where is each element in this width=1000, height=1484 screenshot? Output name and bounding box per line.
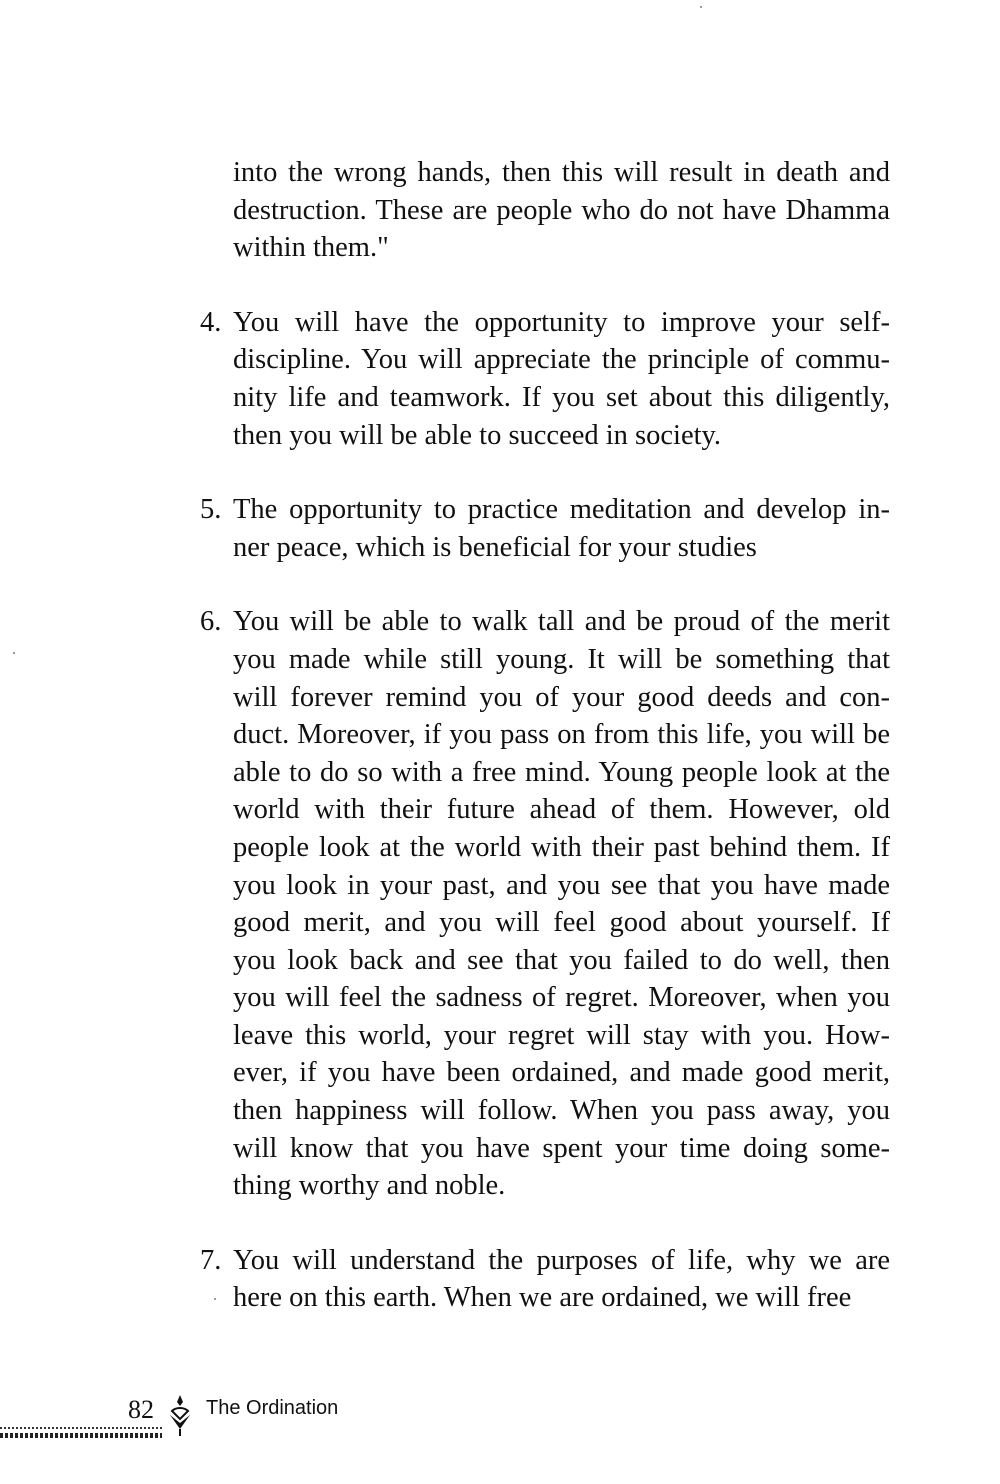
text-line: within them." (233, 232, 389, 264)
text-line: You will understand the purposes of life, why we are (233, 1244, 890, 1276)
text-line: The opportunity to practice meditation and develop in- (233, 494, 890, 526)
text-line: people look at the world with their past behind them. If (233, 831, 890, 863)
item-text (233, 1242, 890, 1317)
item-text (233, 304, 890, 454)
list-item-6 (200, 603, 890, 1205)
scan-speck (700, 6, 702, 8)
text-line: ner peace, which is beneficial for your studies (233, 531, 757, 563)
text-line: world with their future ahead of them. However, old (233, 794, 890, 826)
item-number: 6. (200, 606, 222, 638)
text-line: will know that you have spent your time doing some- (233, 1132, 890, 1164)
page-number: 82 (128, 1395, 154, 1424)
text-line: leave this world, your regret will stay with you. How- (233, 1019, 890, 1051)
text-line: you will feel the sadness of regret. Moreover, when you (233, 982, 890, 1014)
text-line: you look in your past, and you see that you have made (233, 869, 890, 901)
running-title: The Ordination (206, 1397, 339, 1419)
text-line: here on this earth. When we are ordained, we will free (233, 1282, 852, 1314)
text-line: thing worthy and noble. (233, 1170, 506, 1202)
footer-pattern-bar (0, 1433, 162, 1438)
item-text (233, 603, 890, 1205)
footer-dotted-rule (0, 1427, 162, 1432)
scan-speck (13, 652, 15, 654)
page-body (200, 154, 890, 1354)
list-item-5 (200, 491, 890, 566)
text-line: will forever remind you of your good deeds and con- (233, 681, 890, 713)
item-text (233, 491, 890, 566)
item-number: 4. (200, 306, 222, 338)
text-line: into the wrong hands, then this will result in death and (233, 157, 890, 188)
text-line: you look back and see that you failed to do well, then (233, 944, 890, 976)
text-line: good merit, and you will feel good about yourself. If (233, 907, 890, 939)
text-line: then you will be able to succeed in society. (233, 419, 722, 451)
intro-paragraph (200, 154, 890, 267)
text-line: discipline. You will appreciate the principle of commu- (233, 344, 890, 376)
lotus-ornament-icon (168, 1393, 192, 1437)
text-line: You will be able to walk tall and be proud of the merit (233, 606, 890, 638)
item-number: 5. (200, 494, 222, 526)
scan-speck (214, 1298, 216, 1300)
item-number: 7. (200, 1244, 222, 1276)
list-item-7 (200, 1242, 890, 1317)
text-line: then happiness will follow. When you pass away, you (233, 1095, 890, 1127)
page-footer (0, 1385, 400, 1445)
text-line: nity life and teamwork. If you set about this diligently, (233, 381, 890, 413)
text-line: destruction. These are people who do not have Dhamma (233, 194, 890, 226)
list-item-4 (200, 304, 890, 454)
text-line: ever, if you have been ordained, and made good merit, (233, 1057, 890, 1089)
text-line: You will have the opportunity to improve your self- (233, 306, 890, 338)
text-line: able to do so with a free mind. Young people look at the (233, 756, 890, 788)
text-line: duct. Moreover, if you pass on from this life, you will be (233, 719, 890, 751)
text-line: you made while still young. It will be something that (233, 643, 890, 675)
